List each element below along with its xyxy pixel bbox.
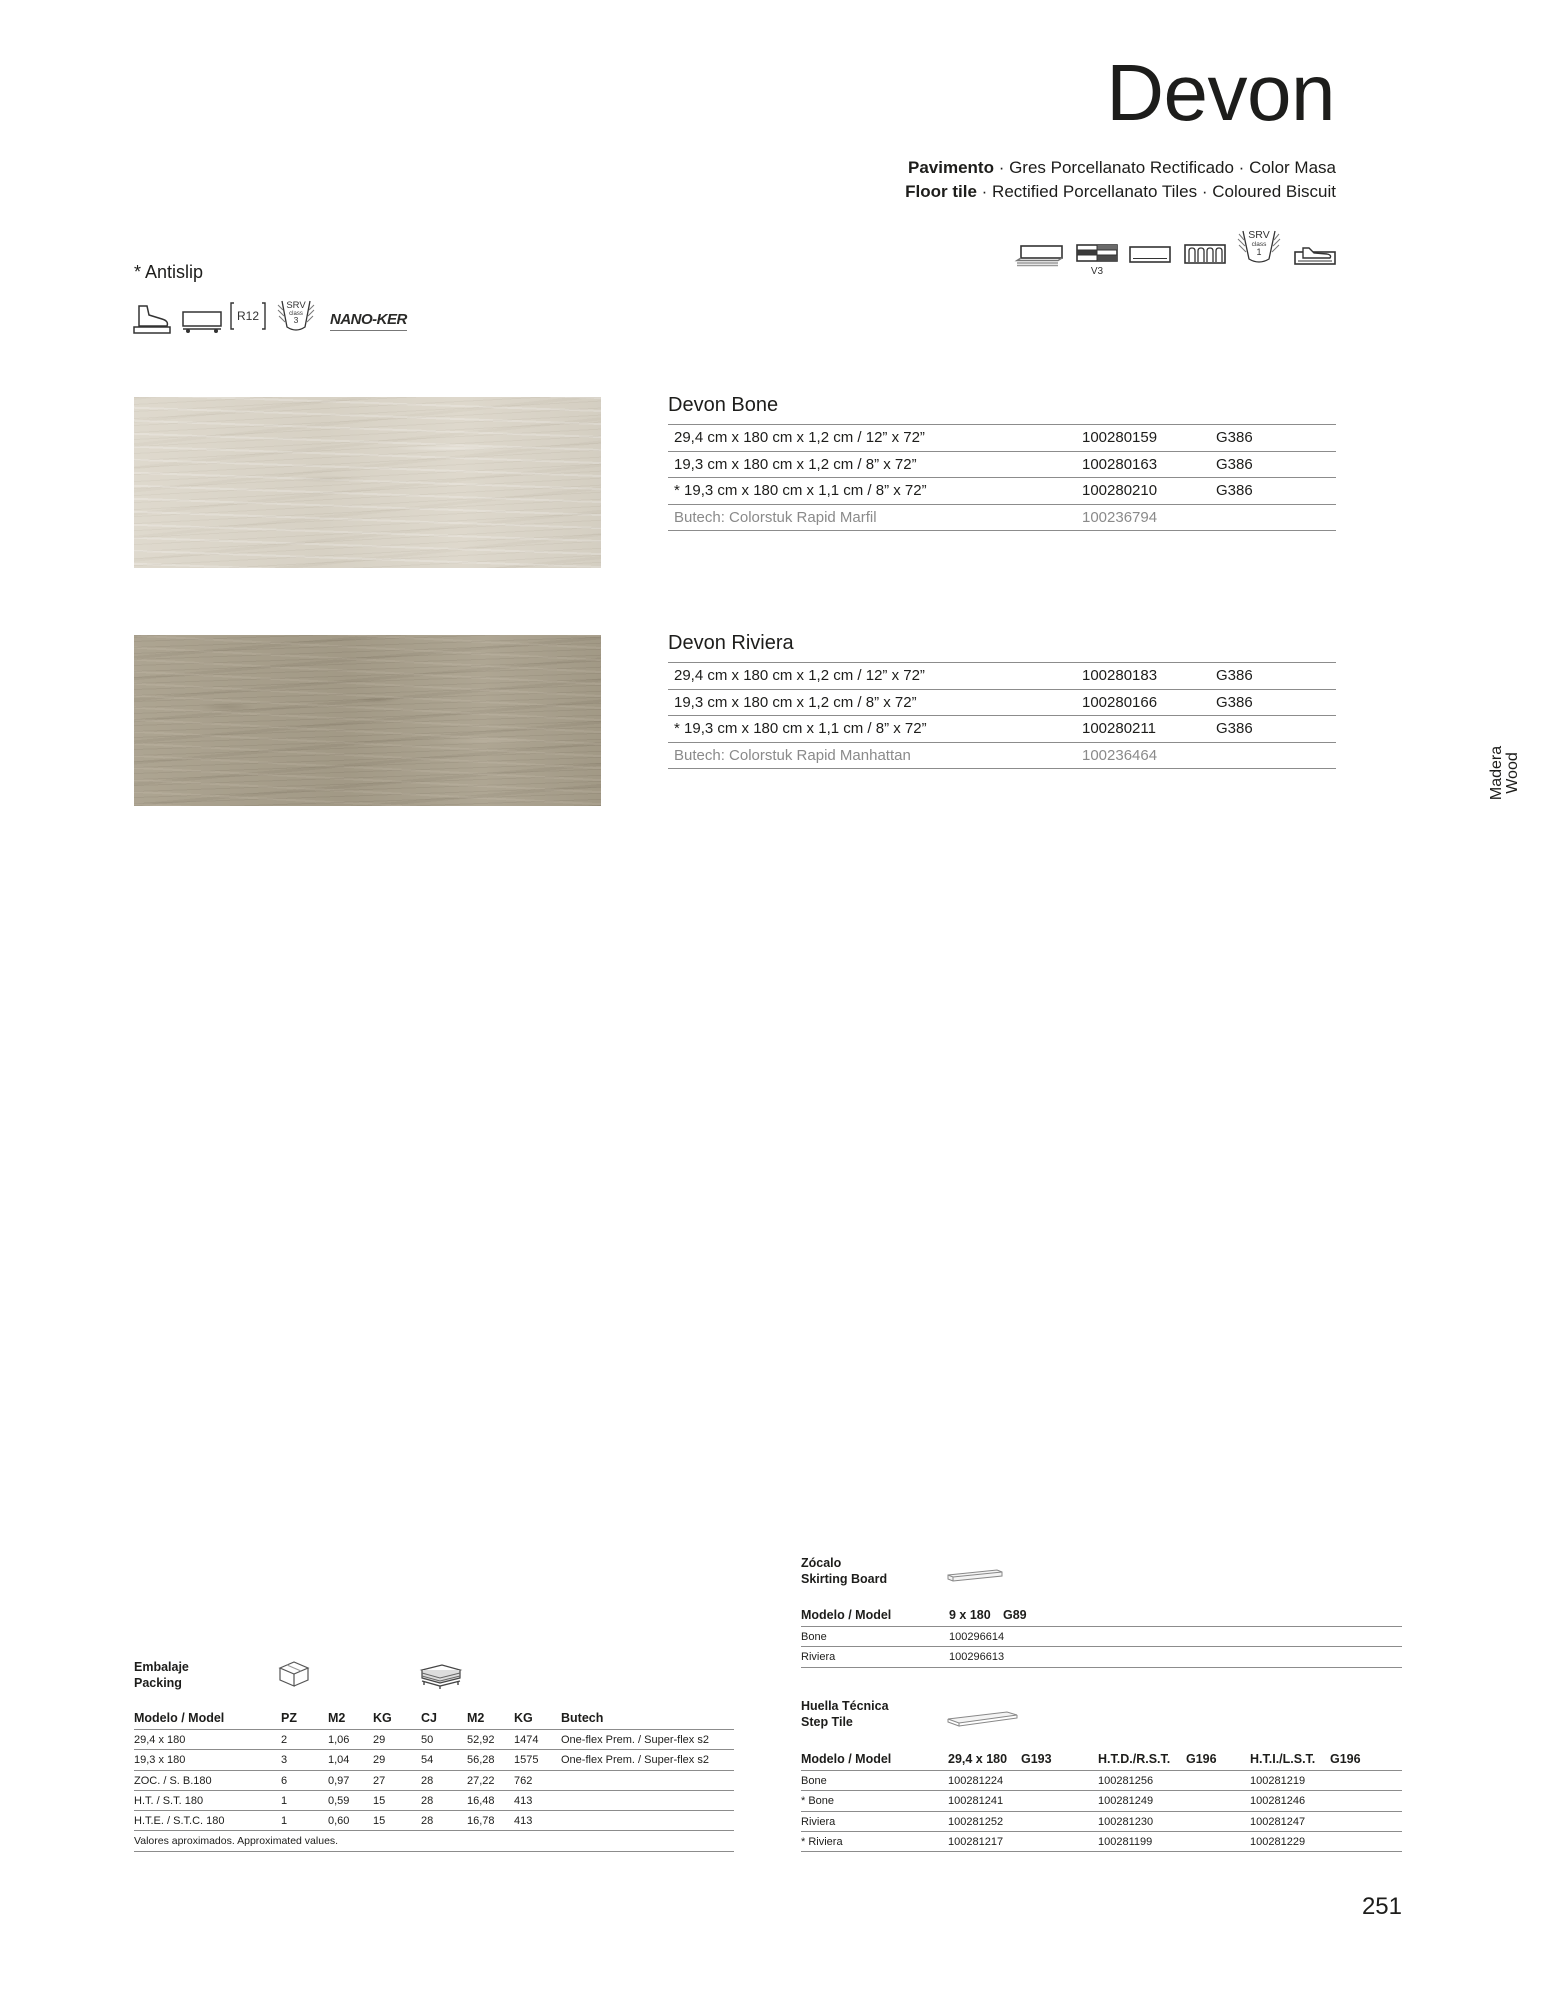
- cell-pallet-m2: 27,22: [467, 1774, 495, 1787]
- step-tile-icon: [947, 1711, 1019, 1729]
- product-table: [668, 662, 1336, 769]
- skirting-table: [801, 1603, 1402, 1668]
- header-pallet-m2: M2: [467, 1711, 485, 1725]
- table-row: [801, 1791, 1402, 1811]
- slip-resistant-boot-icon: [133, 302, 171, 334]
- cell-model: 29,4 x 180: [134, 1734, 186, 1746]
- packing-label-es: Embalaje: [134, 1660, 189, 1674]
- cell-pieces: 1: [281, 1815, 288, 1827]
- table-row-butech: [668, 505, 1336, 532]
- srv-label: SRV: [1248, 229, 1270, 241]
- cell-model: * Bone: [801, 1795, 835, 1808]
- srv-class-label: class: [1251, 241, 1267, 248]
- cell-model: H.T. / S.T. 180: [134, 1794, 204, 1807]
- header-pallet-kg: KG: [514, 1711, 533, 1725]
- cell-box-m2: 0,59: [328, 1794, 350, 1807]
- table-row: [801, 1627, 1402, 1647]
- pallet-icon: [420, 1662, 462, 1690]
- size-cell: * 19,3 cm x 180 cm x 1,1 cm / 8” x 72”: [674, 482, 927, 499]
- code-cell: 100280163: [1082, 455, 1158, 473]
- page-number: 251: [1361, 1893, 1402, 1920]
- grout-cell: G386: [1216, 455, 1253, 473]
- cell-box-kg: 29: [373, 1734, 386, 1746]
- category-en: Floor tile: [905, 182, 977, 201]
- size-cell: 19,3 cm x 180 cm x 1,2 cm / 8” x 72”: [674, 455, 917, 473]
- footnote-text: Valores aproximados. Approximated values.: [134, 1835, 339, 1848]
- step-tile-label: [801, 1698, 889, 1730]
- header-butech: Butech: [561, 1711, 604, 1725]
- table-row: [668, 425, 1336, 452]
- box-icon: [278, 1660, 310, 1688]
- header-step-size: 29,4 x 180: [948, 1752, 1008, 1766]
- table-row: [801, 1647, 1402, 1667]
- table-row: [668, 478, 1336, 505]
- size-cell: * 19,3 cm x 180 cm x 1,1 cm / 8” x 72”: [674, 720, 927, 737]
- header-right-grout: G196: [1186, 1752, 1217, 1766]
- grout-cell: G386: [1216, 429, 1253, 446]
- table-header: [134, 1706, 734, 1730]
- product-title: Devon Bone: [668, 394, 779, 416]
- table-row: [801, 1832, 1402, 1852]
- step-tile-label-en: Step Tile: [801, 1715, 853, 1729]
- product-title: Devon Riviera: [668, 632, 794, 654]
- cell-pallet-kg: 1474: [514, 1734, 539, 1746]
- attributes-es: · Gres Porcellanato Rectificado · Color Masa: [993, 158, 1336, 177]
- cell-pallet-kg: 762: [514, 1774, 533, 1787]
- table-row: [801, 1771, 1402, 1791]
- cell-code: 100296613: [949, 1651, 1005, 1664]
- table-row: [134, 1791, 734, 1811]
- cell-step-code: 100281252: [948, 1815, 1004, 1828]
- table-row: [668, 452, 1336, 479]
- skirting-board-icon: [947, 1569, 1003, 1583]
- description-line-en: [905, 180, 1336, 204]
- code-cell: 100280211: [1082, 720, 1156, 737]
- code-cell: 100236794: [1082, 508, 1158, 526]
- srv-class-label: class: [289, 311, 303, 317]
- packing-table: [134, 1706, 734, 1852]
- cell-right-code: 100281230: [1098, 1815, 1154, 1828]
- slip-rating-label: R12: [236, 309, 260, 323]
- header-box-kg: KG: [373, 1711, 392, 1725]
- cell-pieces: 1: [281, 1794, 288, 1807]
- table-row: [134, 1811, 734, 1831]
- floor-tile-icon: [1014, 244, 1064, 268]
- header-model: Modelo / Model: [801, 1752, 892, 1766]
- cell-right-code: 100281249: [1098, 1795, 1154, 1808]
- table-row: [668, 690, 1336, 717]
- header-right-step: H.T.D./R.S.T.: [1098, 1752, 1171, 1766]
- cell-pallet-kg: 413: [514, 1794, 533, 1807]
- cell-model: 19,3 x 180: [134, 1754, 186, 1767]
- code-cell: 100280166: [1082, 693, 1158, 711]
- butech-product-cell: Butech: Colorstuk Rapid Marfil: [674, 508, 877, 526]
- wheeled-load-icon: [181, 308, 223, 334]
- page-title: Devon: [1106, 48, 1335, 137]
- table-row: [801, 1812, 1402, 1832]
- cell-box-m2: 0,97: [328, 1774, 350, 1787]
- cell-box-kg: 15: [373, 1794, 386, 1807]
- size-cell: 29,4 cm x 180 cm x 1,2 cm / 12” x 72”: [674, 667, 925, 684]
- flat-tile-icon: [1129, 246, 1171, 264]
- code-cell: 100280210: [1082, 482, 1158, 499]
- cell-left-code: 100281246: [1250, 1795, 1306, 1808]
- packing-label-en: Packing: [134, 1676, 182, 1690]
- grout-cell: G386: [1216, 482, 1253, 499]
- step-tile-table: [801, 1747, 1402, 1852]
- skirting-label-en: Skirting Board: [801, 1572, 888, 1586]
- cell-step-code: 100281224: [948, 1775, 1004, 1787]
- product-table: [668, 424, 1336, 531]
- section-name-es: Madera: [1488, 745, 1505, 801]
- table-header: [801, 1747, 1402, 1771]
- srv-class-1-icon: [1236, 226, 1282, 268]
- cell-model: Riviera: [801, 1651, 836, 1664]
- cell-left-code: 100281219: [1250, 1775, 1306, 1787]
- cell-right-code: 100281199: [1098, 1835, 1153, 1848]
- cell-box-kg: 29: [373, 1754, 386, 1767]
- skirting-label: [801, 1555, 887, 1587]
- cell-step-code: 100281241: [948, 1795, 1004, 1808]
- cell-pieces: 3: [281, 1754, 288, 1767]
- shoe-on-floor-icon: [1294, 244, 1336, 266]
- cell-butech: One-flex Prem. / Super-flex s2: [561, 1734, 709, 1746]
- header-model: Modelo / Model: [134, 1711, 225, 1725]
- cell-left-code: 100281229: [1250, 1835, 1306, 1848]
- cell-code: 100296614: [949, 1631, 1005, 1643]
- code-cell: 100280159: [1082, 429, 1158, 446]
- cell-pallet-kg: 1575: [514, 1754, 539, 1767]
- cell-boxes: 28: [421, 1794, 434, 1807]
- cell-model: Bone: [801, 1775, 827, 1787]
- cell-pallet-m2: 56,28: [467, 1754, 495, 1767]
- cell-box-kg: 27: [373, 1774, 386, 1787]
- header-left-grout: G196: [1330, 1752, 1361, 1766]
- table-row: [668, 663, 1336, 690]
- grout-cell: G386: [1216, 720, 1253, 737]
- cell-butech: One-flex Prem. / Super-flex s2: [561, 1754, 709, 1767]
- grout-cell: G386: [1216, 667, 1253, 684]
- table-row: [134, 1730, 734, 1750]
- product-devon-bone: [668, 393, 1336, 531]
- cell-pallet-m2: 52,92: [467, 1734, 495, 1746]
- cell-boxes: 28: [421, 1774, 434, 1787]
- r12-rating-icon: [229, 300, 267, 332]
- antislip-label: * Antislip: [134, 262, 204, 282]
- packing-label: [134, 1659, 189, 1691]
- header-step-grout: G193: [1021, 1752, 1052, 1766]
- cell-pallet-m2: 16,48: [467, 1794, 495, 1807]
- header-size: 9 x 180: [949, 1608, 991, 1622]
- table-footnote: [134, 1831, 734, 1851]
- cell-boxes: 54: [421, 1754, 434, 1767]
- srv-class-value: 3: [293, 315, 299, 325]
- pattern-v3-icon: [1076, 244, 1118, 278]
- section-name-en: Wood: [1504, 752, 1521, 794]
- cell-pallet-kg: 413: [514, 1815, 533, 1827]
- nano-ker-logo: NANO-KER: [330, 311, 407, 331]
- cell-model: Riviera: [801, 1815, 836, 1828]
- cell-model: ZOC. / S. B.180: [134, 1774, 212, 1787]
- header-left-step: H.T.I./L.S.T.: [1250, 1752, 1316, 1766]
- table-row: [134, 1771, 734, 1791]
- cell-pieces: 2: [281, 1734, 288, 1746]
- cell-left-code: 100281247: [1250, 1815, 1306, 1828]
- attributes-en: · Rectified Porcellanato Tiles · Coloured Biscuit: [976, 182, 1336, 201]
- srv-label: SRV: [286, 300, 306, 311]
- header-pieces: PZ: [281, 1711, 297, 1725]
- header-grout: G89: [1003, 1608, 1027, 1622]
- cell-box-m2: 0,60: [328, 1815, 350, 1827]
- table-row-butech: [668, 743, 1336, 770]
- header-box-m2: M2: [328, 1711, 346, 1725]
- table-row: [668, 716, 1336, 743]
- size-cell: 29,4 cm x 180 cm x 1,2 cm / 12” x 72”: [674, 429, 925, 446]
- header-boxes: CJ: [421, 1711, 437, 1725]
- srv-class-3-icon: [276, 297, 316, 335]
- underfloor-heating-icon: [1184, 244, 1226, 264]
- devon-riviera-swatch: [134, 635, 601, 806]
- header-model: Modelo / Model: [801, 1608, 892, 1622]
- cell-pieces: 6: [281, 1774, 288, 1787]
- cell-model: * Riviera: [801, 1835, 843, 1848]
- devon-bone-swatch: [134, 397, 601, 568]
- table-header: [801, 1603, 1402, 1627]
- grout-cell: G386: [1216, 693, 1253, 711]
- cell-box-m2: 1,04: [328, 1754, 350, 1767]
- cell-pallet-m2: 16,78: [467, 1815, 495, 1827]
- code-cell: 100236464: [1082, 746, 1158, 764]
- butech-product-cell: Butech: Colorstuk Rapid Manhattan: [674, 746, 911, 764]
- category-es: Pavimento: [907, 158, 994, 177]
- step-tile-label-es: Huella Técnica: [801, 1699, 889, 1713]
- srv-class-value: 1: [1256, 247, 1262, 257]
- cell-model: Bone: [801, 1631, 827, 1643]
- description-line-es: [905, 156, 1336, 180]
- cell-boxes: 28: [421, 1815, 434, 1827]
- table-row: [134, 1750, 734, 1770]
- cell-step-code: 100281217: [948, 1835, 1004, 1848]
- code-cell: 100280183: [1082, 667, 1158, 684]
- skirting-label-es: Zócalo: [801, 1556, 842, 1570]
- cell-right-code: 100281256: [1098, 1775, 1154, 1787]
- product-devon-riviera: [668, 631, 1336, 769]
- cell-box-kg: 15: [373, 1815, 386, 1827]
- pattern-variation-label: V3: [1090, 266, 1104, 277]
- cell-model: H.T.E. / S.T.C. 180: [134, 1815, 225, 1827]
- product-description: [905, 156, 1336, 204]
- cell-boxes: 50: [421, 1734, 434, 1746]
- size-cell: 19,3 cm x 180 cm x 1,2 cm / 8” x 72”: [674, 693, 917, 711]
- section-side-tab: [1489, 733, 1521, 813]
- cell-box-m2: 1,06: [328, 1734, 350, 1746]
